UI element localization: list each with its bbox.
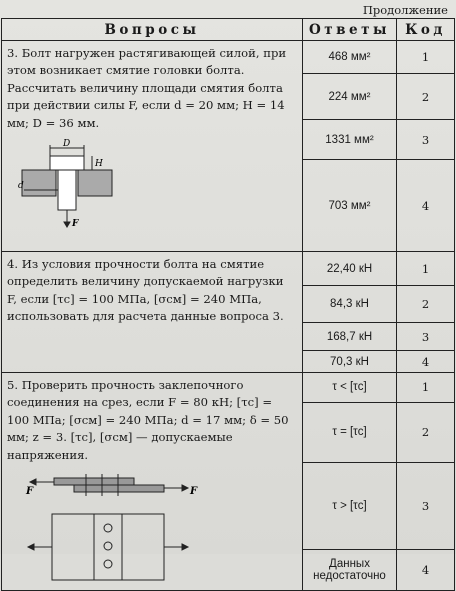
question-5-text: 5. Проверить прочность заклепочного соединения на срез, если F = 80 кН; [τс] = 100 МПа; [σсм] = 240 МПа; d = 17 мм; δ = 50 мм; z = 3. [τс], [σсм] — допускаемые напряжения. (7, 378, 289, 462)
answers-header: Ответы (303, 19, 397, 41)
answer-5-1: τ < [τс] (303, 373, 397, 403)
answer-5-4: Данных недостаточно (303, 550, 397, 591)
code-4-1: 1 (397, 252, 455, 286)
code-4-2: 2 (397, 286, 455, 323)
questions-header: Вопросы (2, 19, 303, 41)
code-3-4: 4 (397, 160, 455, 252)
fig-label-D: D (63, 139, 71, 150)
question-3-cell (2, 41, 303, 252)
bolt-head-figure (16, 138, 136, 228)
code-5-4: 4 (397, 550, 455, 591)
rivet-joint-figure (24, 472, 264, 590)
answer-3-1: 468 мм² (303, 41, 397, 74)
answer-4-2: 84,3 кН (303, 286, 397, 323)
answer-3-2: 224 мм² (303, 74, 397, 120)
table-header-row (2, 19, 455, 41)
code-4-3: 3 (397, 323, 455, 351)
answer-5-2: τ = [τс] (303, 402, 397, 462)
answer-4-4: 70,3 кН (303, 351, 397, 373)
code-5-3: 3 (397, 462, 455, 550)
code-5-1: 1 (397, 373, 455, 403)
code-3-1: 1 (397, 41, 455, 74)
rivet-fig-label-F-left: F (26, 486, 34, 498)
rivet-fig-label-F-right: F (190, 486, 198, 498)
code-3-2: 2 (397, 74, 455, 120)
answer-3-3: 1331 мм² (303, 120, 397, 160)
code-4-4: 4 (397, 351, 455, 373)
code-3-3: 3 (397, 120, 455, 160)
code-header: Код (397, 19, 455, 41)
fig-label-F: F (72, 219, 79, 229)
question-3-text: 3. Болт нагружен растягивающей силой, при этом возникает смятие головки болта. Рассчитать величину площади смятия болта при действии силы F, если d = 20 мм; H = 14 мм; D = 36 мм. (7, 46, 287, 130)
continuation-label: Продолжение (362, 3, 448, 17)
fig-label-d: d (18, 181, 24, 192)
answer-4-3: 168,7 кН (303, 323, 397, 351)
answer-4-1: 22,40 кН (303, 252, 397, 286)
test-table (1, 18, 455, 591)
answer-3-4: 703 мм² (303, 160, 397, 252)
question-4-cell (2, 252, 303, 373)
answer-5-3: τ > [τс] (303, 462, 397, 550)
question-4-text: 4. Из условия прочности болта на смятие определить величину допускаемой нагрузки F, если [τс] = 100 МПа, [σсм] = 240 МПа, использовать для расчета данные вопроса 3. (7, 257, 284, 324)
question-5-cell (2, 373, 303, 591)
fig-label-H: H (95, 159, 103, 170)
code-5-2: 2 (397, 402, 455, 462)
